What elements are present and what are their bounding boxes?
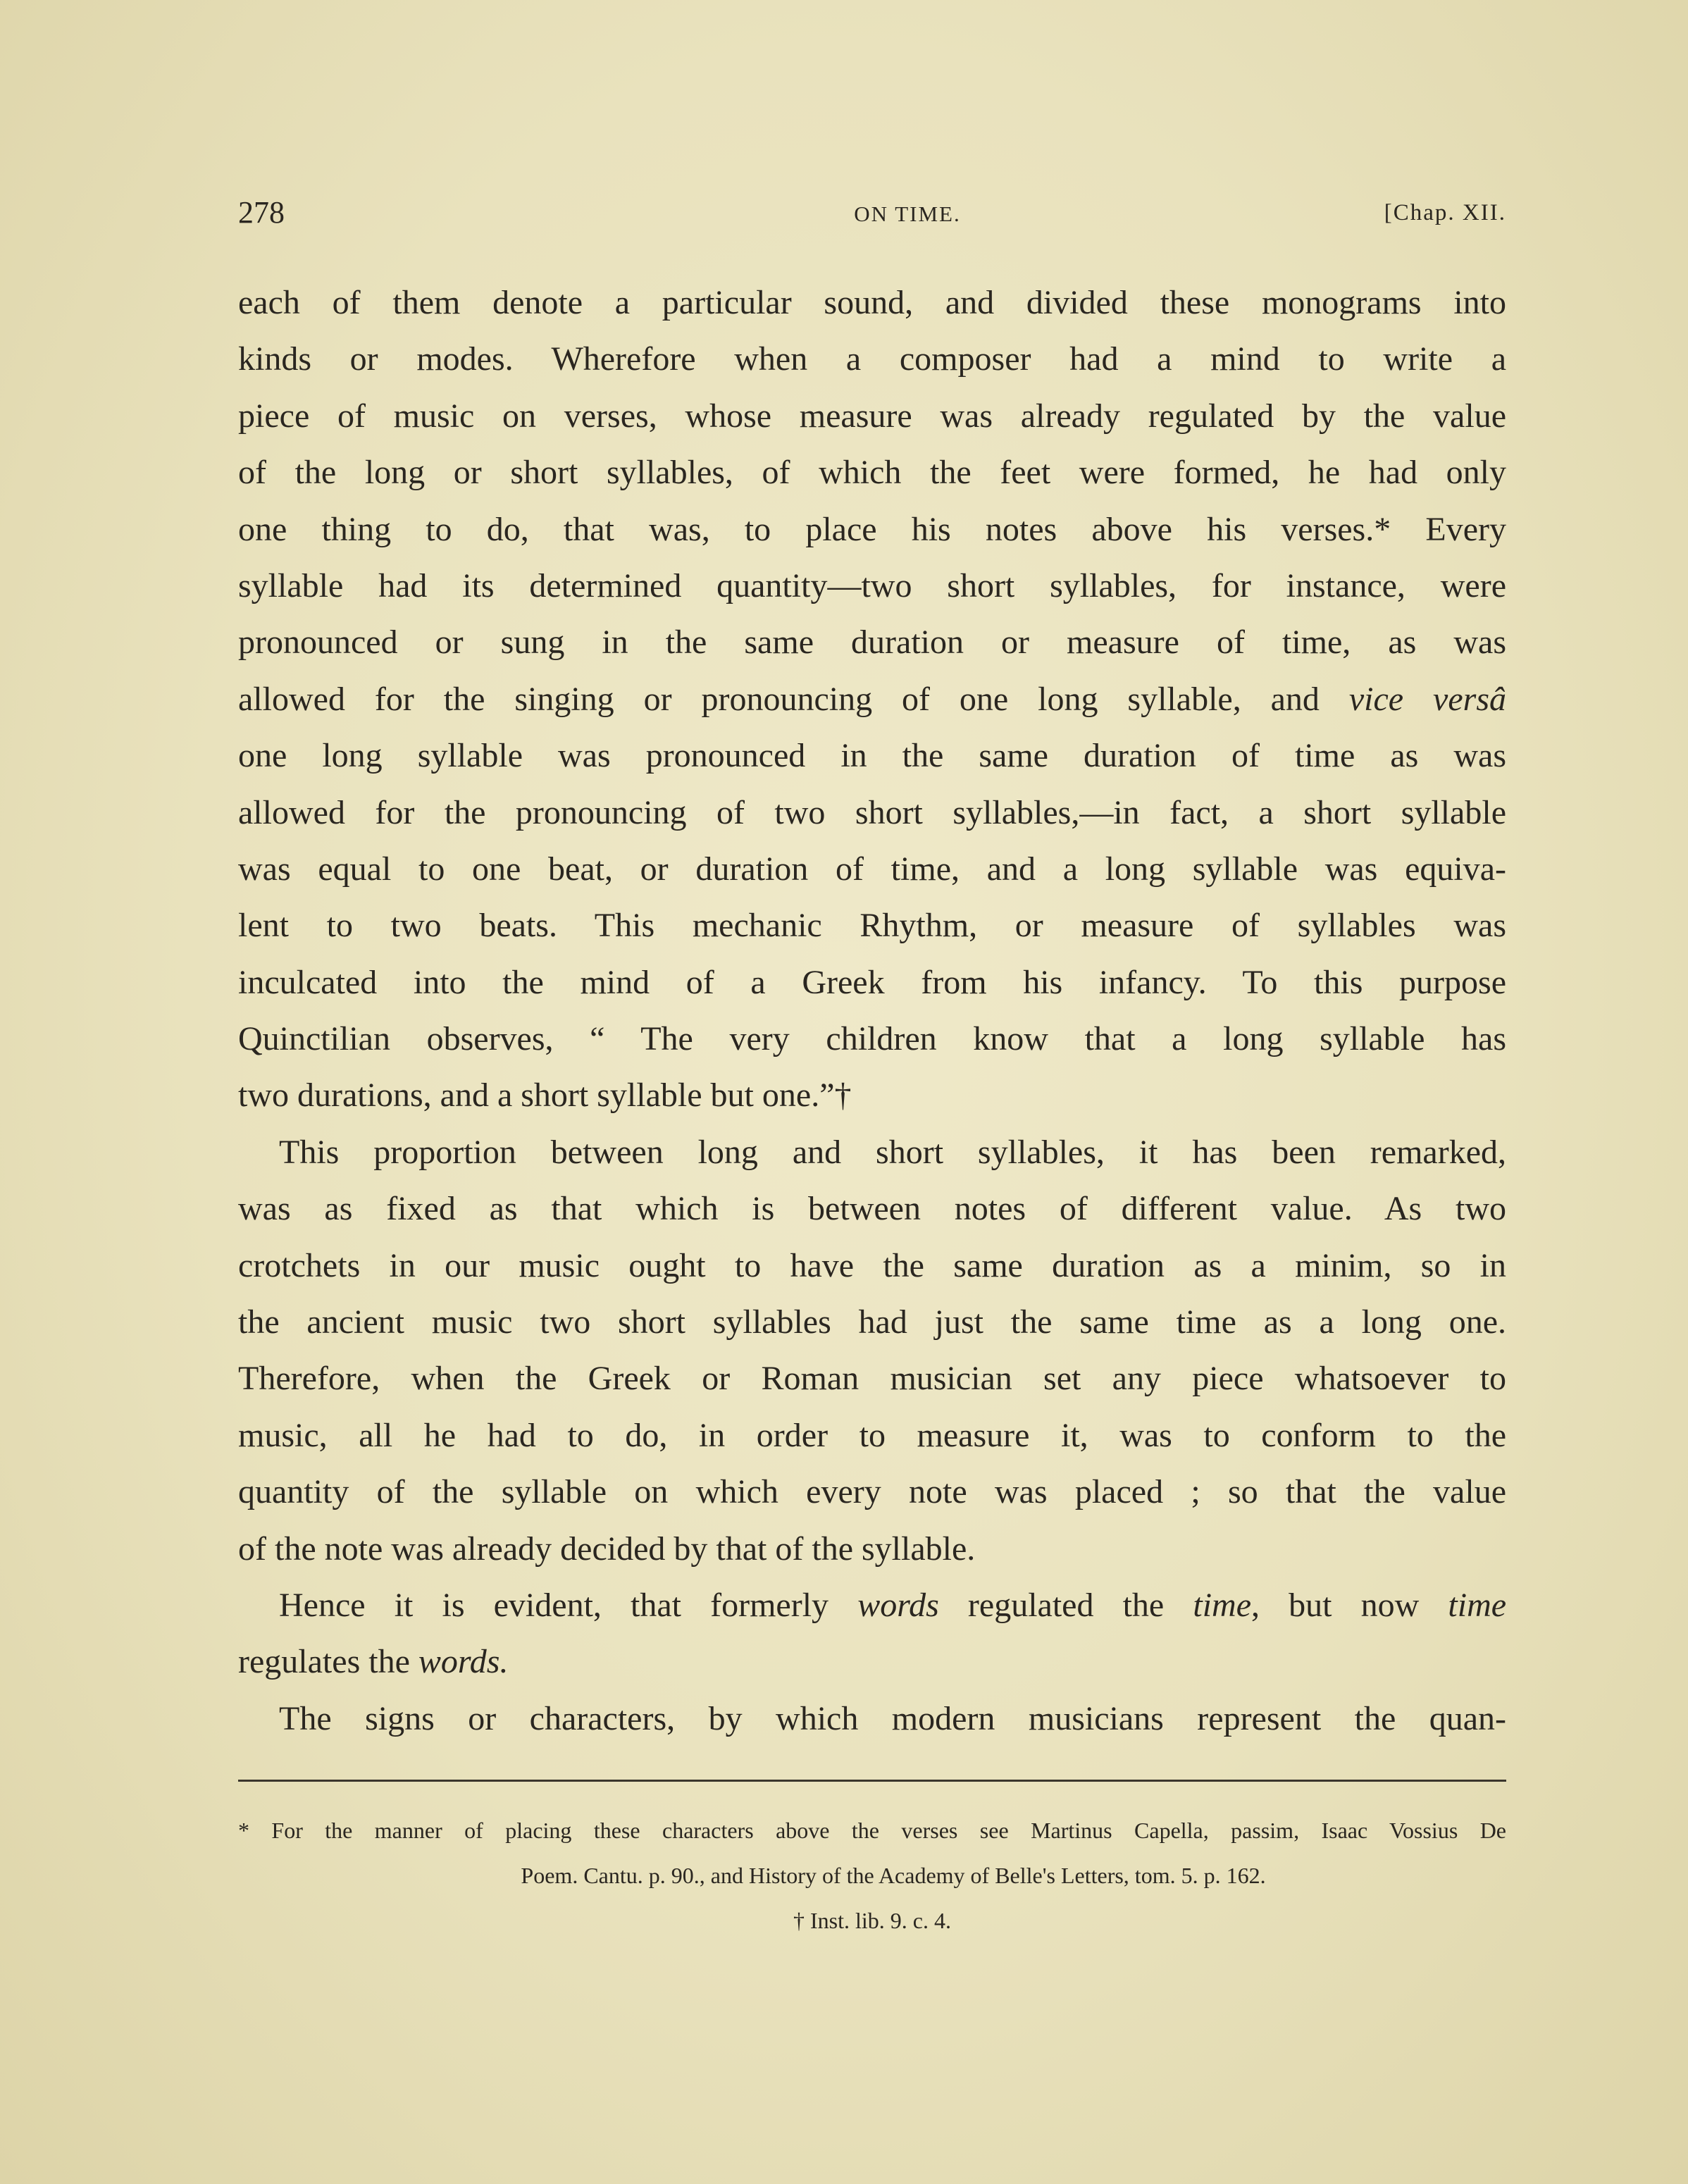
italic-words: words. — [418, 1643, 509, 1681]
text-line: of the note was already decided by that of the syllable. — [238, 1530, 976, 1568]
text-line: music, all he had to do, in order to measure it, was to conform to the — [238, 1416, 1506, 1454]
text-line: one thing to do, that was, to place his notes above his verses.* Every — [238, 510, 1506, 548]
text-line: two durations, and a short syllable but one.”† — [238, 1077, 852, 1115]
text-line: This proportion between long and short syllables, it has been remarked, — [279, 1133, 1506, 1171]
text-line: kinds or modes. Wherefore when a composer had a mind to write a — [238, 340, 1506, 378]
text-line: inculcated into the mind of a Greek from his infancy. To this purpose — [238, 963, 1506, 1001]
text-line: of the long or short syllables, of which the feet were formed, he had only — [238, 454, 1506, 492]
text-line — [238, 1577, 1506, 1634]
text-line: piece of music on verses, whose measure was already regulated by the value — [238, 397, 1506, 435]
footnote-line: * For the manner of placing these characters above the verses see Martinus Capella, passim, Isaac Vossius De — [238, 1818, 1506, 1843]
text-line: lent to two beats. This mechanic Rhythm, or measure of syllables was — [238, 907, 1506, 945]
text-line: Therefore, when the Greek or Roman musician set any piece whatsoever to — [238, 1360, 1506, 1398]
text-line: syllable had its determined quantity—two short syllables, for instance, were — [238, 566, 1506, 604]
footnote-rule — [238, 1780, 1506, 1782]
chapter-reference: [Chap. XII. — [1384, 200, 1506, 225]
italic-time: time — [1193, 1586, 1252, 1624]
footnote-line: † Inst. lib. 9. c. 4. — [793, 1908, 951, 1933]
italic-words: words — [857, 1586, 939, 1624]
text-line: The signs or characters, by which modern musicians represent the quan- — [279, 1699, 1506, 1737]
footnote-line: Poem. Cantu. p. 90., and History of the Academy of Belle's Letters, tom. 5. p. 162. — [521, 1863, 1266, 1888]
text-line: Quinctilian observes, “ The very children know that a long syllable has — [238, 1020, 1506, 1058]
text-line: one long syllable was pronounced in the same duration of time as was — [238, 737, 1506, 775]
text-line — [238, 1634, 1506, 1690]
text-line: each of them denote a particular sound, and divided these monograms into — [238, 284, 1506, 321]
text-fragment: allowed for the singing or pronouncing of one long syllable, and — [238, 680, 1320, 718]
text-line: the ancient music two short syllables had just the same time as a long one. — [238, 1303, 1506, 1341]
text-line: quantity of the syllable on which every note was placed ; so that the value — [238, 1473, 1506, 1511]
running-head — [238, 194, 1506, 237]
italic-time: time — [1448, 1586, 1507, 1624]
text-fragment: regulates the — [238, 1643, 410, 1681]
text-line: pronounced or sung in the same duration or measure of time, as was — [238, 623, 1506, 662]
italic-vice-versa: vice versâ — [1348, 680, 1506, 718]
text-fragment: , but now — [1251, 1586, 1420, 1624]
text-fragment: regulated the — [967, 1586, 1165, 1624]
body-text — [238, 275, 1506, 1747]
page-number: 278 — [238, 195, 285, 230]
footnotes — [238, 1808, 1506, 1943]
text-line: crotchets in our music ought to have the same duration as a minim, so in — [238, 1246, 1506, 1284]
text-line — [238, 671, 1506, 728]
text-line: allowed for the pronouncing of two short syllables,—in fact, a short syllable — [238, 793, 1506, 831]
running-title: ON TIME. — [854, 201, 961, 226]
text-fragment: Hence it is evident, that formerly — [279, 1586, 829, 1624]
text-line: was as fixed as that which is between notes of different value. As two — [238, 1190, 1506, 1228]
text-line: was equal to one beat, or duration of time, and a long syllable was equiva- — [238, 850, 1506, 888]
